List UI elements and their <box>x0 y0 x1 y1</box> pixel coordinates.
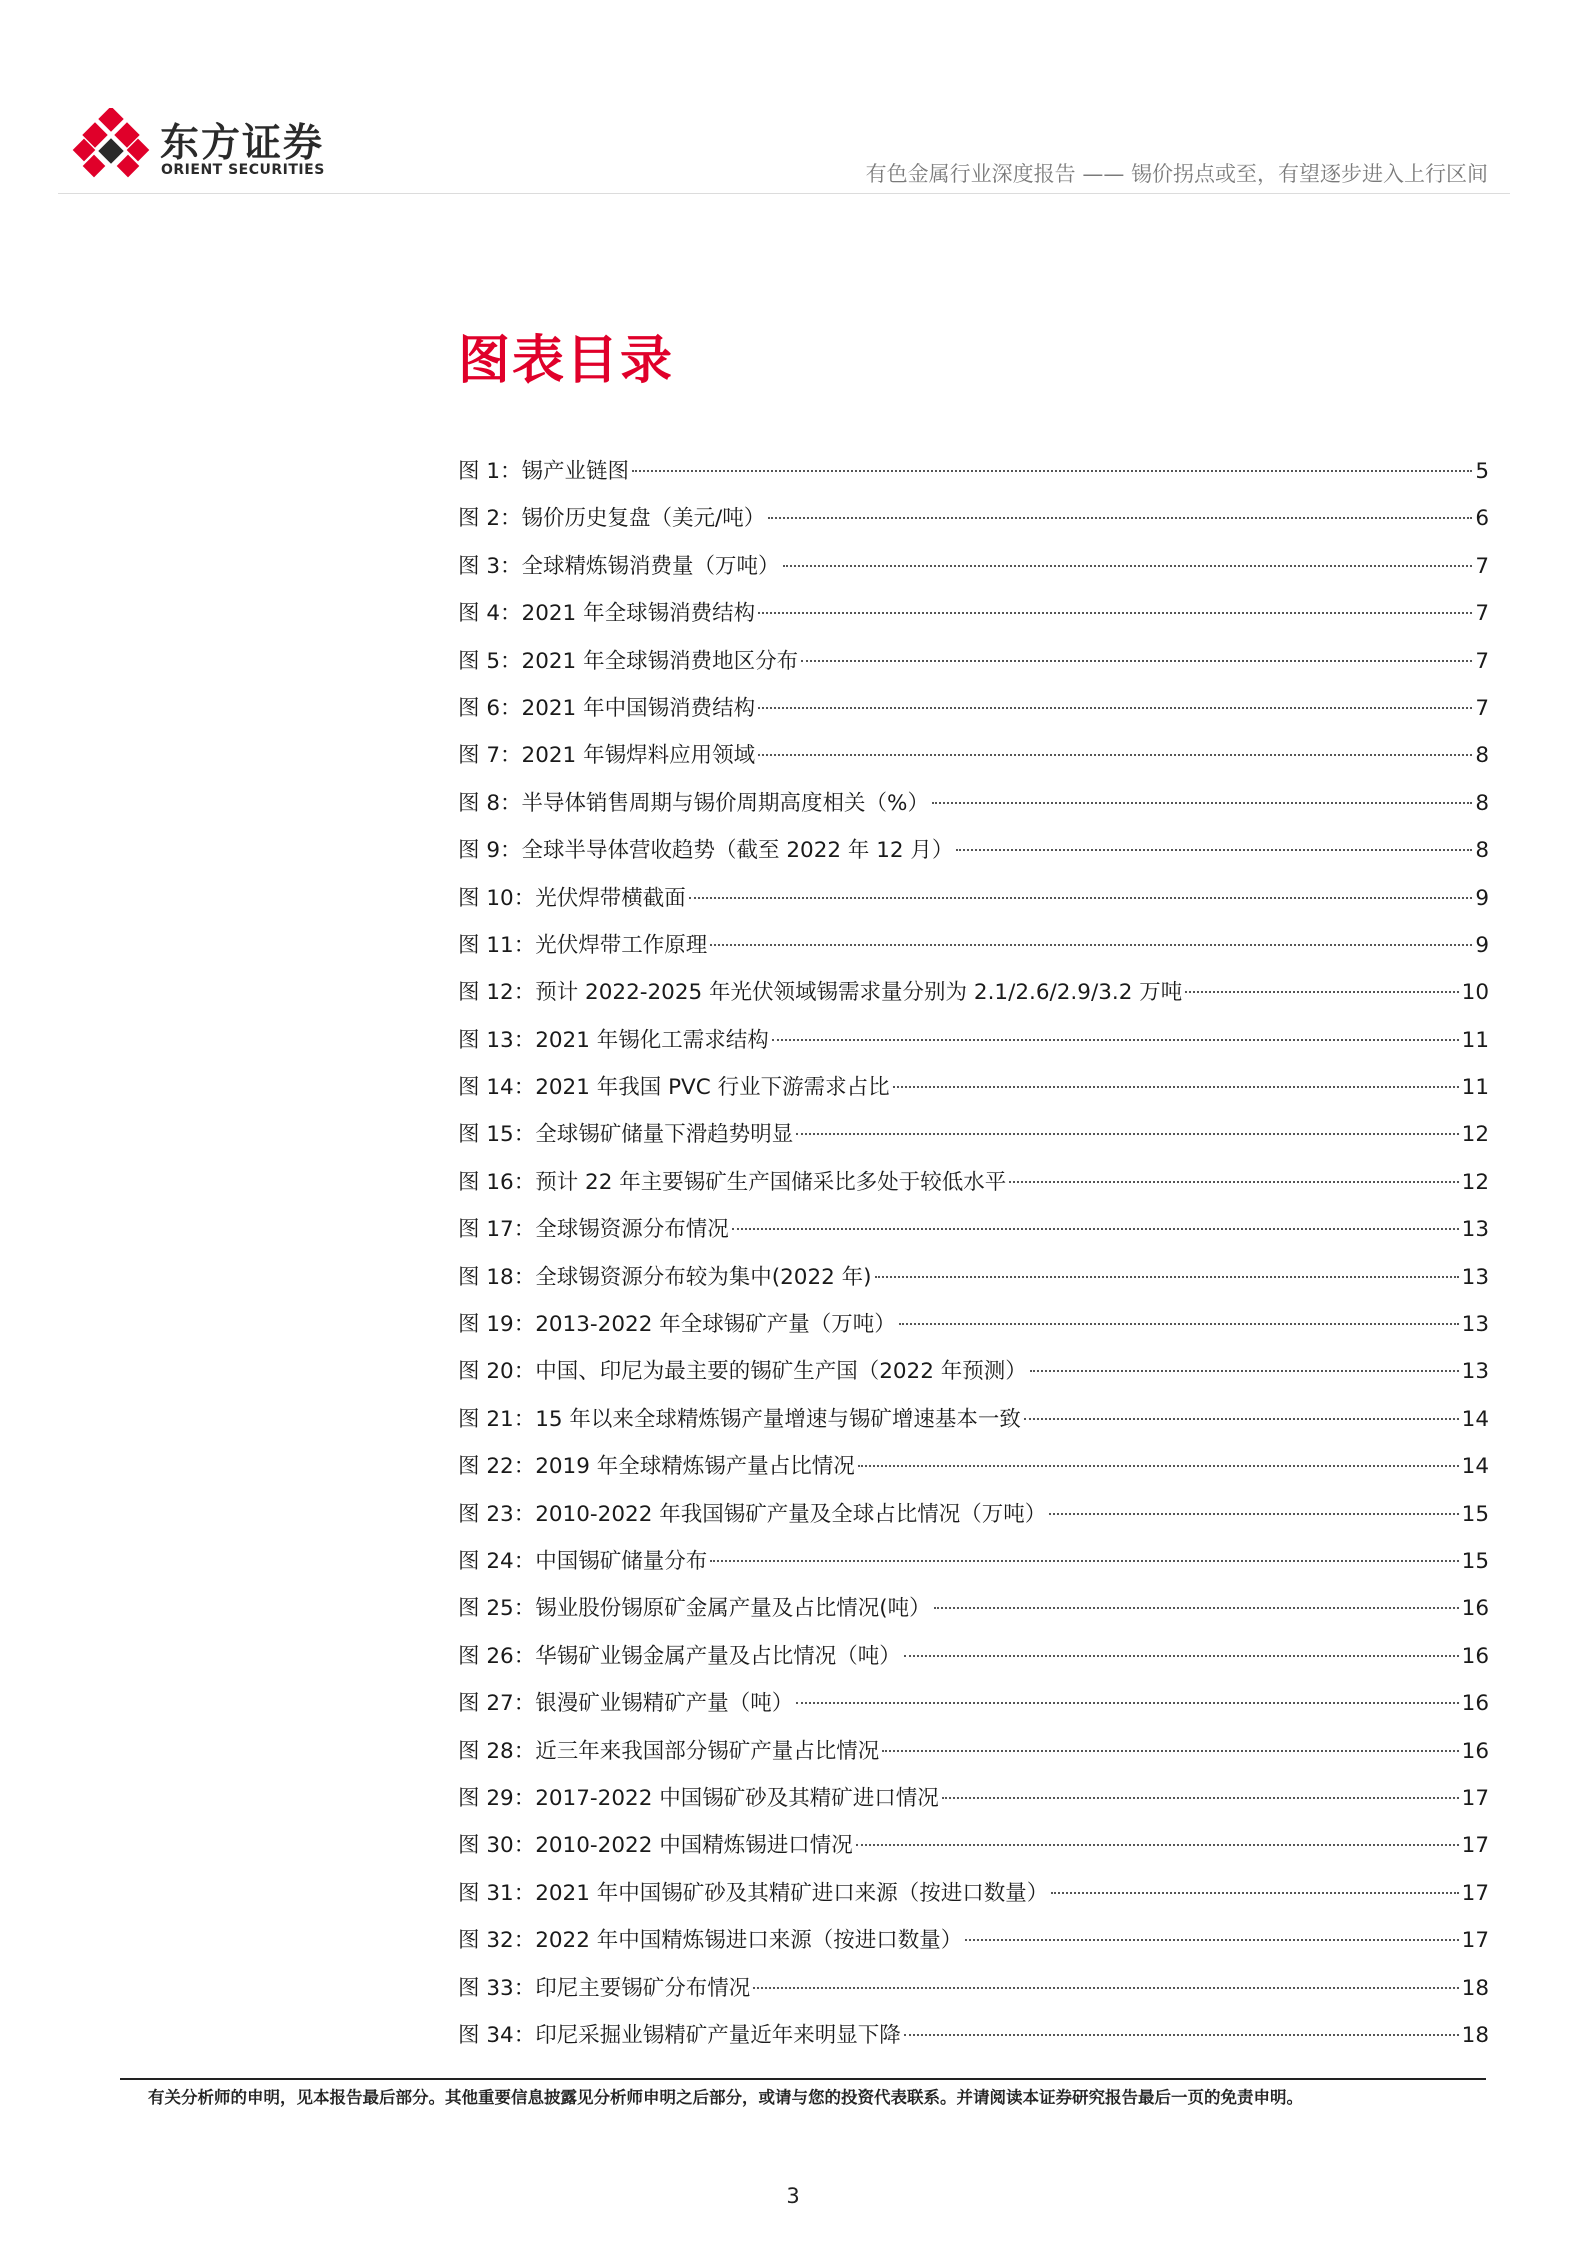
toc-entry-page: 18 <box>1461 1975 1489 2001</box>
toc-dot-leader <box>932 802 1472 804</box>
toc-entry-label: 图 1：锡产业链图 <box>458 459 630 484</box>
toc-entry-label: 图 2：锡价历史复盘（美元/吨） <box>458 506 766 532</box>
toc-entry[interactable] <box>458 922 1489 969</box>
toc-entry-page: 13 <box>1461 1312 1489 1338</box>
report-title: 有色金属行业深度报告 —— 锡价拐点或至，有望逐步进入上行区间 <box>865 162 1488 186</box>
toc-entry-label: 图 16：预计 22 年主要锡矿生产国储采比多处于较低水平 <box>458 1169 1007 1195</box>
toc-entry-label: 图 13：2021 年锡化工需求结构 <box>458 1027 769 1053</box>
toc-entry-label: 图 25：锡业股份锡原矿金属产量及占比情况(吨） <box>458 1596 931 1622</box>
toc-entry[interactable] <box>458 732 1489 779</box>
toc-entry[interactable] <box>458 1965 1489 2012</box>
disclaimer-text: 有关分析师的申明，见本报告最后部分。其他重要信息披露见分析师申明之后部分，或请与您的投资代表联系。并请阅读本证券研究报告最后一页的免责申明。 <box>148 2088 1303 2107</box>
toc-dot-leader <box>904 2034 1459 2036</box>
toc-entry[interactable] <box>458 1822 1489 1869</box>
toc-dot-leader <box>893 1086 1459 1088</box>
toc-dot-leader <box>899 1323 1459 1325</box>
toc-entry-label: 图 11：光伏焊带工作原理 <box>458 932 708 958</box>
toc-dot-leader <box>768 517 1472 519</box>
toc-entry-page: 16 <box>1461 1738 1489 1764</box>
logo-mark-icon <box>72 108 150 180</box>
toc-entry[interactable] <box>458 1301 1489 1348</box>
toc-dot-leader <box>875 1276 1459 1278</box>
toc-entry-page: 18 <box>1461 2022 1489 2048</box>
toc-dot-leader <box>772 1039 1459 1041</box>
toc-entry-label: 图 22：2019 年全球精炼锡产量占比情况 <box>458 1454 855 1480</box>
toc-entry[interactable] <box>458 1348 1489 1395</box>
toc-dot-leader <box>758 754 1472 756</box>
toc-entry-label: 图 30：2010-2022 中国精炼锡进口情况 <box>458 1833 853 1859</box>
toc-entry-page: 16 <box>1461 1691 1489 1717</box>
toc-entry[interactable] <box>458 1491 1489 1538</box>
toc-entry-label: 图 20：中国、印尼为最主要的锡矿生产国（2022 年预测） <box>458 1359 1027 1385</box>
toc-entry[interactable] <box>458 1728 1489 1775</box>
toc-dot-leader <box>858 1465 1459 1467</box>
toc-entry-label: 图 12：预计 2022-2025 年光伏领域锡需求量分别为 2.1/2.6/2.9/3.2 万吨 <box>458 980 1183 1006</box>
toc-entry[interactable] <box>458 638 1489 685</box>
toc-entry-label: 图 24：中国锡矿储量分布 <box>458 1548 708 1574</box>
toc-entry-label: 图 29：2017-2022 中国锡矿砂及其精矿进口情况 <box>458 1785 939 1811</box>
toc-dot-leader <box>801 660 1472 662</box>
toc-entry-label: 图 21：15 年以来全球精炼锡产量增速与锡矿增速基本一致 <box>458 1406 1021 1432</box>
toc-dot-leader <box>856 1844 1459 1846</box>
header-divider <box>58 193 1510 194</box>
toc-entry[interactable] <box>458 1017 1489 1064</box>
toc-dot-leader <box>758 612 1472 614</box>
toc-dot-leader <box>934 1607 1459 1609</box>
page-number: 3 <box>786 2184 800 2208</box>
logo-chinese-name: 东方证券 <box>160 121 325 166</box>
toc-entry-label: 图 31：2021 年中国锡矿砂及其精矿进口来源（按进口数量） <box>458 1880 1049 1906</box>
toc-entry-label: 图 9：全球半导体营收趋势（截至 2022 年 12 月） <box>458 838 954 864</box>
toc-dot-leader <box>1051 1892 1458 1894</box>
toc-entry-label: 图 32：2022 年中国精炼锡进口来源（按进口数量） <box>458 1928 963 1954</box>
toc-entry-page: 10 <box>1461 980 1489 1006</box>
toc-entry-label: 图 14：2021 年我国 PVC 行业下游需求占比 <box>458 1075 890 1101</box>
toc-entry-label: 图 34：印尼采掘业锡精矿产量近年来明显下降 <box>458 2022 901 2048</box>
toc-entry-page: 7 <box>1475 553 1489 579</box>
toc-dot-leader <box>710 944 1472 946</box>
toc-entry[interactable] <box>458 495 1489 542</box>
toc-dot-leader <box>1030 1370 1459 1372</box>
toc-entry-label: 图 18：全球锡资源分布较为集中(2022 年) <box>458 1264 872 1290</box>
toc-dot-leader <box>1009 1181 1458 1183</box>
toc-entry-page: 13 <box>1461 1217 1489 1243</box>
toc-entry-page: 14 <box>1461 1406 1489 1432</box>
toc-entry-page: 11 <box>1461 1075 1489 1101</box>
toc-dot-leader <box>796 1133 1458 1135</box>
toc-entry[interactable] <box>458 1917 1489 1964</box>
toc-dot-leader <box>796 1702 1458 1704</box>
toc-dot-leader <box>904 1655 1459 1657</box>
toc-entry-page: 15 <box>1461 1501 1489 1527</box>
toc-entry[interactable] <box>458 1585 1489 1632</box>
toc-entry-label: 图 33：印尼主要锡矿分布情况 <box>458 1975 751 2001</box>
toc-entry-page: 11 <box>1461 1027 1489 1053</box>
toc-dot-leader <box>1185 991 1458 993</box>
toc-dot-leader <box>753 1987 1458 1989</box>
toc-entry[interactable] <box>458 780 1489 827</box>
toc-entry-page: 9 <box>1475 885 1489 911</box>
toc-entry[interactable] <box>458 1538 1489 1585</box>
toc-entry-page: 7 <box>1475 601 1489 627</box>
toc-dot-leader <box>758 707 1472 709</box>
toc-entry-page: 8 <box>1475 838 1489 864</box>
toc-entry-label: 图 6：2021 年中国锡消费结构 <box>458 695 756 721</box>
toc-entry[interactable] <box>458 1064 1489 1111</box>
toc-dot-leader <box>882 1750 1458 1752</box>
toc-entry[interactable] <box>458 543 1489 590</box>
toc-dot-leader <box>732 1228 1459 1230</box>
toc-entry-page: 5 <box>1475 459 1489 484</box>
toc-entry-page: 7 <box>1475 695 1489 721</box>
toc-dot-leader <box>710 1560 1458 1562</box>
toc-entry-label: 图 15：全球锡矿储量下滑趋势明显 <box>458 1122 794 1148</box>
toc-entry-page: 12 <box>1461 1169 1489 1195</box>
toc-dot-leader <box>965 1939 1458 1941</box>
toc-entry[interactable] <box>458 1206 1489 1253</box>
toc-entry-page: 9 <box>1475 932 1489 958</box>
toc-entry-page: 13 <box>1461 1264 1489 1290</box>
toc-dot-leader <box>689 897 1473 899</box>
toc-entry-label: 图 27：银漫矿业锡精矿产量（吨） <box>458 1691 794 1717</box>
toc-entry[interactable] <box>458 827 1489 874</box>
logo-english-name: ORIENT SECURITIES <box>161 162 325 178</box>
toc-entry-page: 16 <box>1461 1643 1489 1669</box>
toc-entry-page: 17 <box>1461 1928 1489 1954</box>
toc-entry[interactable] <box>458 1870 1489 1917</box>
toc-dot-leader <box>1024 1418 1459 1420</box>
toc-entry-label: 图 17：全球锡资源分布情况 <box>458 1217 729 1243</box>
toc-entry-page: 12 <box>1461 1122 1489 1148</box>
toc-entry-label: 图 7：2021 年锡焊料应用领域 <box>458 743 756 769</box>
toc-entry[interactable] <box>458 448 1489 495</box>
toc-entry-page: 17 <box>1461 1785 1489 1811</box>
toc-entry[interactable] <box>458 685 1489 732</box>
toc-entry-page: 8 <box>1475 743 1489 769</box>
toc-entry-label: 图 5：2021 年全球锡消费地区分布 <box>458 648 799 674</box>
toc-entry[interactable] <box>458 875 1489 922</box>
table-of-figures <box>458 448 1489 2059</box>
toc-entry-page: 17 <box>1461 1880 1489 1906</box>
toc-entry-label: 图 3：全球精炼锡消费量（万吨） <box>458 553 780 579</box>
toc-entry[interactable] <box>458 1111 1489 1158</box>
toc-entry-label: 图 23：2010-2022 年我国锡矿产量及全球占比情况（万吨） <box>458 1501 1047 1527</box>
toc-entry-label: 图 26：华锡矿业锡金属产量及占比情况（吨） <box>458 1643 901 1669</box>
toc-entry[interactable] <box>458 969 1489 1016</box>
toc-entry[interactable] <box>458 1680 1489 1727</box>
toc-entry-label: 图 10：光伏焊带横截面 <box>458 885 686 911</box>
toc-entry-page: 17 <box>1461 1833 1489 1859</box>
toc-entry-page: 8 <box>1475 790 1489 816</box>
toc-entry[interactable] <box>458 1159 1489 1206</box>
toc-entry[interactable] <box>458 590 1489 637</box>
toc-entry-page: 14 <box>1461 1454 1489 1480</box>
toc-entry-label: 图 8：半导体销售周期与锡价周期高度相关（%） <box>458 790 929 816</box>
toc-dot-leader <box>956 849 1472 851</box>
toc-entry-page: 7 <box>1475 648 1489 674</box>
toc-entry-page: 6 <box>1475 506 1489 532</box>
toc-dot-leader <box>632 470 1472 472</box>
page-header <box>0 0 1586 200</box>
toc-entry[interactable] <box>458 1633 1489 1680</box>
toc-dot-leader <box>783 565 1473 567</box>
toc-entry[interactable] <box>458 1443 1489 1490</box>
toc-entry[interactable] <box>458 1396 1489 1443</box>
toc-entry-label: 图 4：2021 年全球锡消费结构 <box>458 601 756 627</box>
toc-entry-label: 图 19：2013-2022 年全球锡矿产量（万吨） <box>458 1312 896 1338</box>
footer-divider <box>120 2078 1486 2080</box>
toc-entry[interactable] <box>458 1254 1489 1301</box>
toc-entry-page: 13 <box>1461 1359 1489 1385</box>
toc-entry[interactable] <box>458 2012 1489 2059</box>
toc-entry-label: 图 28：近三年来我国部分锡矿产量占比情况 <box>458 1738 880 1764</box>
toc-heading: 图表目录 <box>458 331 675 391</box>
toc-entry-page: 16 <box>1461 1596 1489 1622</box>
toc-entry[interactable] <box>458 1775 1489 1822</box>
toc-entry-page: 15 <box>1461 1548 1489 1574</box>
toc-dot-leader <box>942 1797 1459 1799</box>
orient-securities-logo <box>72 104 332 184</box>
toc-dot-leader <box>1049 1513 1458 1515</box>
